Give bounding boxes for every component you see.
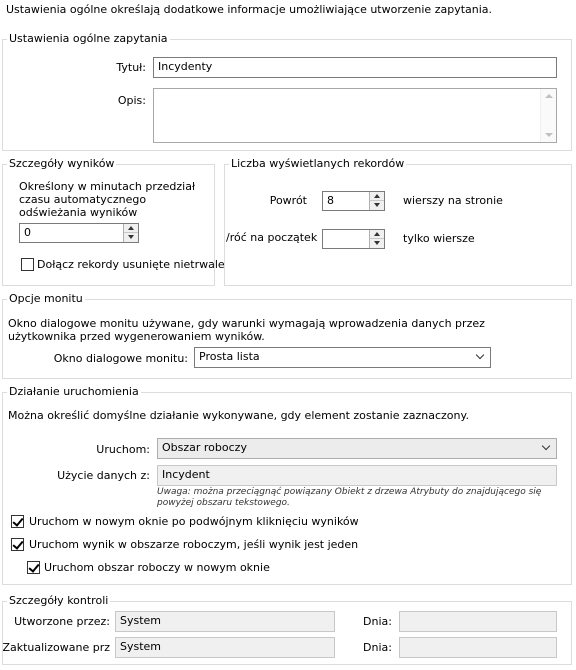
scroll-up-icon[interactable] (545, 94, 553, 98)
launch-select[interactable] (157, 438, 557, 459)
prompt-dialog-label: Okno dialogowe monitu: (53, 352, 188, 365)
updated-date-input[interactable] (399, 637, 557, 658)
goto-start-label: /róć na początek (226, 231, 318, 244)
launch-new-window-checkbox[interactable] (11, 515, 24, 528)
updated-by-label: Zaktualizowane prz (2, 641, 110, 654)
refresh-spin-buttons[interactable] (123, 224, 138, 242)
return-spin-buttons[interactable] (369, 192, 384, 210)
intro-text: Ustawienia ogólne określają dodatkowe informacje umożliwiające utworzenie zapytania. (6, 3, 493, 16)
refresh-interval-label: Określony w minutach przedział czasu automatycznego odświeżania wyników (19, 180, 196, 219)
spin-down-icon[interactable] (124, 233, 138, 242)
general-settings-legend: Ustawienia ogólne zapytania (9, 32, 168, 45)
prompt-dialog-select[interactable] (194, 347, 491, 368)
prompt-options-legend: Opcje monitu (9, 292, 83, 305)
prompt-dialog-value: Prosta lista (199, 350, 260, 363)
launch-description: Można określić domyślne działanie wykonywane, gdy element zostanie zaznaczony. (8, 409, 469, 422)
goto-start-spinner[interactable] (322, 229, 385, 249)
scroll-down-icon[interactable] (545, 133, 553, 137)
spin-up-icon[interactable] (370, 192, 384, 201)
records-count-legend: Liczba wyświetlanych rekordów (231, 157, 405, 170)
description-textarea[interactable] (153, 88, 557, 143)
launch-action-legend: Działanie uruchomienia (9, 385, 139, 398)
control-details-legend: Szczegóły kontroli (9, 594, 109, 607)
return-suffix: wierszy na stronie (403, 194, 503, 207)
data-use-input[interactable]: Incydent (157, 465, 557, 486)
launch-single-result-label: Uruchom wynik w obszarze roboczym, jeśli wynik jest jeden (29, 538, 359, 551)
goto-start-suffix: tylko wiersze (403, 232, 475, 245)
description-label: Opis: (117, 94, 146, 107)
title-input[interactable]: Incydenty (153, 57, 557, 78)
data-use-label: Użycie danych z: (57, 469, 150, 482)
return-spinner[interactable] (322, 191, 385, 211)
return-value: 8 (327, 194, 334, 207)
created-date-input[interactable] (399, 611, 557, 632)
spin-down-icon[interactable] (370, 201, 384, 210)
launch-value: Obszar roboczy (162, 441, 247, 454)
updated-date-label: Dnia: (363, 641, 392, 654)
refresh-interval-spinner[interactable] (19, 223, 139, 243)
include-deleted-label: Dołącz rekordy usunięte nietrwale (37, 258, 225, 271)
result-details-legend: Szczegóły wyników (9, 157, 115, 170)
spin-down-icon[interactable] (370, 239, 384, 248)
chevron-down-icon (542, 442, 550, 450)
created-by-label: Utworzone przez: (14, 615, 110, 628)
include-deleted-checkbox[interactable] (21, 258, 34, 271)
launch-label: Uruchom: (96, 443, 150, 456)
description-scrollbar[interactable] (540, 89, 556, 142)
launch-single-result-checkbox[interactable] (11, 538, 24, 551)
created-by-input[interactable]: System (115, 611, 335, 632)
created-date-label: Dnia: (363, 615, 392, 628)
refresh-interval-value: 0 (24, 226, 31, 239)
records-count-group (224, 164, 572, 286)
chevron-down-icon (476, 351, 484, 359)
launch-new-window-label: Uruchom w nowym oknie po podwójnym kliknięciu wyników (29, 515, 359, 528)
return-label: Powrót (269, 194, 307, 207)
goto-spin-buttons[interactable] (369, 230, 384, 248)
spin-up-icon[interactable] (370, 230, 384, 239)
prompt-description: Okno dialogowe monitu używane, gdy warunki wymagają wprowadzenia danych przez użytkownika przed wygenerowaniem wyników. (8, 317, 485, 343)
workspace-new-window-checkbox[interactable] (27, 561, 40, 574)
data-use-note: Uwaga: można przeciągnąć powiązany Obiekt z drzewa Atrybuty do znajdującego się powyżej obszaru tekstowego. (157, 487, 542, 508)
updated-by-input[interactable]: System (115, 637, 335, 658)
spin-up-icon[interactable] (124, 224, 138, 233)
workspace-new-window-label: Uruchom obszar roboczy w nowym oknie (44, 561, 270, 574)
title-label: Tytuł: (116, 61, 146, 74)
